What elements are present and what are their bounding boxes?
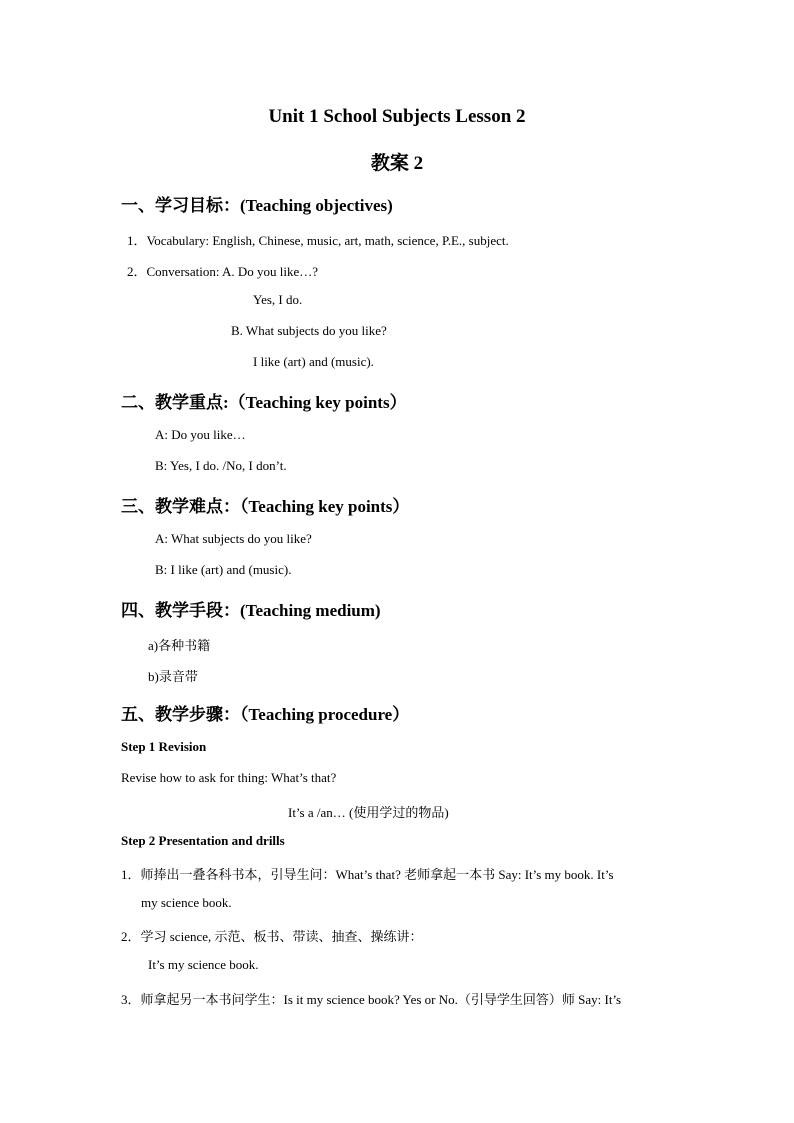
- step-2-line: my science book.: [141, 895, 232, 910]
- step-1-title: Step 1 Revision: [121, 739, 207, 754]
- heading-key-points: 二、教学重点:（Teaching key points）: [121, 393, 407, 412]
- objective-line: I like (art) and (music).: [253, 354, 374, 369]
- objective-line: 1．Vocabulary: English, Chinese, music, art, math, science, P.E., subject.: [127, 233, 509, 248]
- medium-line: a)各种书籍: [148, 638, 211, 653]
- key-point-line: B: Yes, I do. /No, I don’t.: [155, 458, 287, 473]
- heading-procedure: 五、教学步骤：（Teaching procedure）: [121, 705, 410, 724]
- step-2-line: 1．师捧出一叠各科书本，引导生问：What’s that? 老师拿起一本书 Say: It’s my book. It’s: [121, 867, 614, 882]
- key-point-line: A: Do you like…: [155, 427, 246, 442]
- objective-line: 2．Conversation: A. Do you like…?: [127, 264, 319, 279]
- step-2-title: Step 2 Presentation and drills: [121, 833, 285, 848]
- step-2-line: It’s my science book.: [148, 957, 259, 972]
- step-2-line: 3．师拿起另一本书问学生：Is it my science book? Yes or No.（引导学生回答）师 Say: It’s: [121, 992, 622, 1007]
- heading-objectives: 一、学习目标：(Teaching objectives): [121, 196, 393, 215]
- medium-line: b)录音带: [148, 669, 198, 684]
- document-subtitle: 教案 2: [370, 153, 424, 174]
- step-2-line: 2．学习 science, 示范、板书、带读、抽查、操练讲：: [121, 929, 423, 944]
- difficult-point-line: B: I like (art) and (music).: [155, 562, 292, 577]
- step-1-line: Revise how to ask for thing: What’s that?: [121, 770, 337, 785]
- objective-line: B. What subjects do you like?: [231, 323, 387, 338]
- step-1-line: It’s a /an… (使用学过的物品): [288, 805, 449, 820]
- difficult-point-line: A: What subjects do you like?: [155, 531, 312, 546]
- heading-difficult-points: 三、教学难点：（Teaching key points）: [121, 497, 410, 516]
- document-title: Unit 1 School Subjects Lesson 2: [268, 106, 526, 127]
- objective-line: Yes, I do.: [253, 292, 303, 307]
- heading-medium: 四、教学手段：(Teaching medium): [121, 601, 381, 620]
